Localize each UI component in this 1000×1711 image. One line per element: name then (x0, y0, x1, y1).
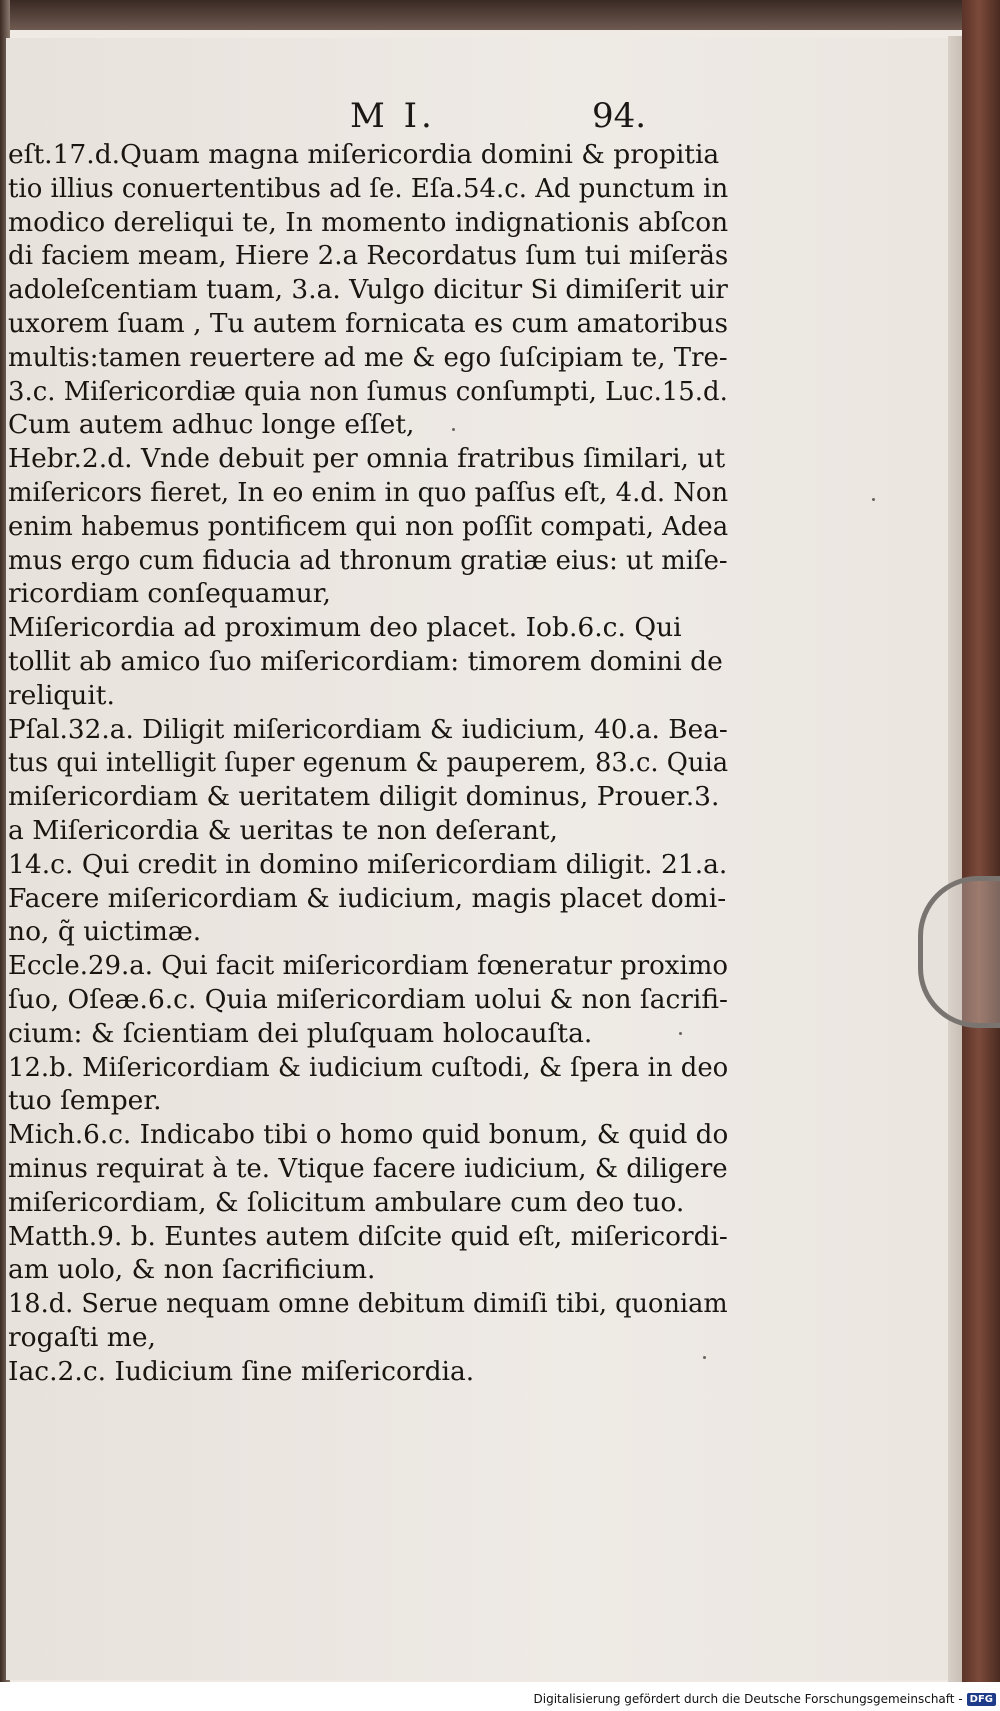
book-binding (962, 0, 1000, 1690)
text-line: Eccle.29.a. Qui facit miſericordiam fœneratur proximo (8, 950, 729, 982)
running-header (0, 96, 1000, 136)
text-line: Pſal.32.a. Diligit miſericordiam & iudicium, 40.a. Bea- (8, 713, 728, 745)
dfg-logo: DFG (967, 1693, 996, 1706)
text-line: Matth.9. b. Euntes autem diſcite quid eſt, miſericordi- (8, 1220, 728, 1252)
text-line: 18.d. Serue nequam omne debitum dimiſi tibi, quoniam (8, 1288, 728, 1320)
text-line: uxorem ſuam , Tu autem fornicata es cum amatoribus (8, 307, 729, 339)
text-line: eſt.17.d.Quam magna miſericordia domini & propitia (8, 139, 720, 170)
credit-text: Digitalisierung gefördert durch die Deutsche Forschungsgemeinschaft - (533, 1692, 963, 1706)
text-line: ſuo, Oſeæ.6.c. Quia miſericordiam uolui & non ſacrifi- (8, 983, 728, 1015)
text-line: 14.c. Qui credit in domino miſericordiam diligit. 21.a. (8, 848, 728, 880)
text-line: ricordiam conſequamur, (8, 578, 331, 610)
text-line: Mich.6.c. Indicabo tibi o homo quid bonum, & quid do (8, 1119, 729, 1151)
text-line: tio illius conuertentibus ad ſe. Eſa.54.c. Ad punctum in (8, 172, 729, 204)
text-line: rogaſti me, (8, 1321, 156, 1353)
folio-number: 94. (592, 96, 647, 136)
text-line: tuo ſemper. (8, 1085, 162, 1117)
text-line: cium: & ſcientiam dei pluſquam holocauſta. (8, 1017, 593, 1049)
body-text (0, 138, 760, 1388)
text-line: reliquit. (8, 679, 115, 711)
text-line: Hebr.2.d. Vnde debuit per omnia fratribus ſimilari, ut (8, 443, 726, 475)
text-line: multis:tamen reuertere ad me & ego ſuſcipiam te, Tre- (8, 341, 728, 373)
text-line: miſericors fieret, In eo enim in quo paſſus eſt, 4.d. Non (8, 476, 729, 508)
digitization-credit (534, 1690, 997, 1708)
text-line: modico dereliqui te, In momento indignationis abſcon (8, 206, 729, 238)
text-line: tollit ab amico ſuo miſericordiam: timorem domini de (8, 645, 723, 677)
text-line: adoleſcentiam tuam, 3.a. Vulgo dicitur Si dimiſerit uir (8, 274, 728, 306)
text-line: 3.c. Miſericordiæ quia non ſumus conſumpti, Luc.15.d. (8, 375, 728, 407)
book-clasp (918, 876, 1000, 1028)
text-line: am uolo, & non ſacrificium. (8, 1254, 376, 1286)
text-line: Facere miſericordiam & iudicium, magis placet domi- (8, 882, 727, 914)
text-line: no, q̃ uictimæ. (8, 916, 202, 948)
book-top-edge (0, 0, 1000, 30)
text-line: mus ergo cum fiducia ad thronum gratiæ eius: ut miſe- (8, 544, 728, 576)
text-line: minus requirat à te. Vtique facere iudicium, & diligere (8, 1152, 728, 1184)
text-line: Miſericordia ad proximum deo placet. Iob.6.c. Qui (8, 612, 682, 644)
text-line: 12.b. Miſericordiam & iudicium cuſtodi, & ſpera in deo (8, 1051, 729, 1083)
text-line: Iac.2.c. Iudicium ſine miſericordia. (8, 1355, 475, 1387)
text-line: Cum autem adhuc longe eſſet, (8, 409, 415, 441)
text-line: di faciem meam, Hiere 2.a Recordatus ſum tui miſeräs (8, 240, 729, 272)
text-line: a Miſericordia & ueritas te non deſerant, (8, 814, 558, 846)
text-line: miſericordiam & ueritatem diligit dominus, Prouer.3. (8, 781, 720, 813)
text-line: miſericordiam, & ſolicitum ambulare cum deo tuo. (8, 1186, 685, 1218)
text-line: enim habemus pontificem qui non poſſit compati, Adea (8, 510, 729, 542)
signature-mark: M I. (350, 96, 436, 136)
text-line: tus qui intelligit ſuper egenum & pauperem, 83.c. Quia (8, 747, 729, 779)
